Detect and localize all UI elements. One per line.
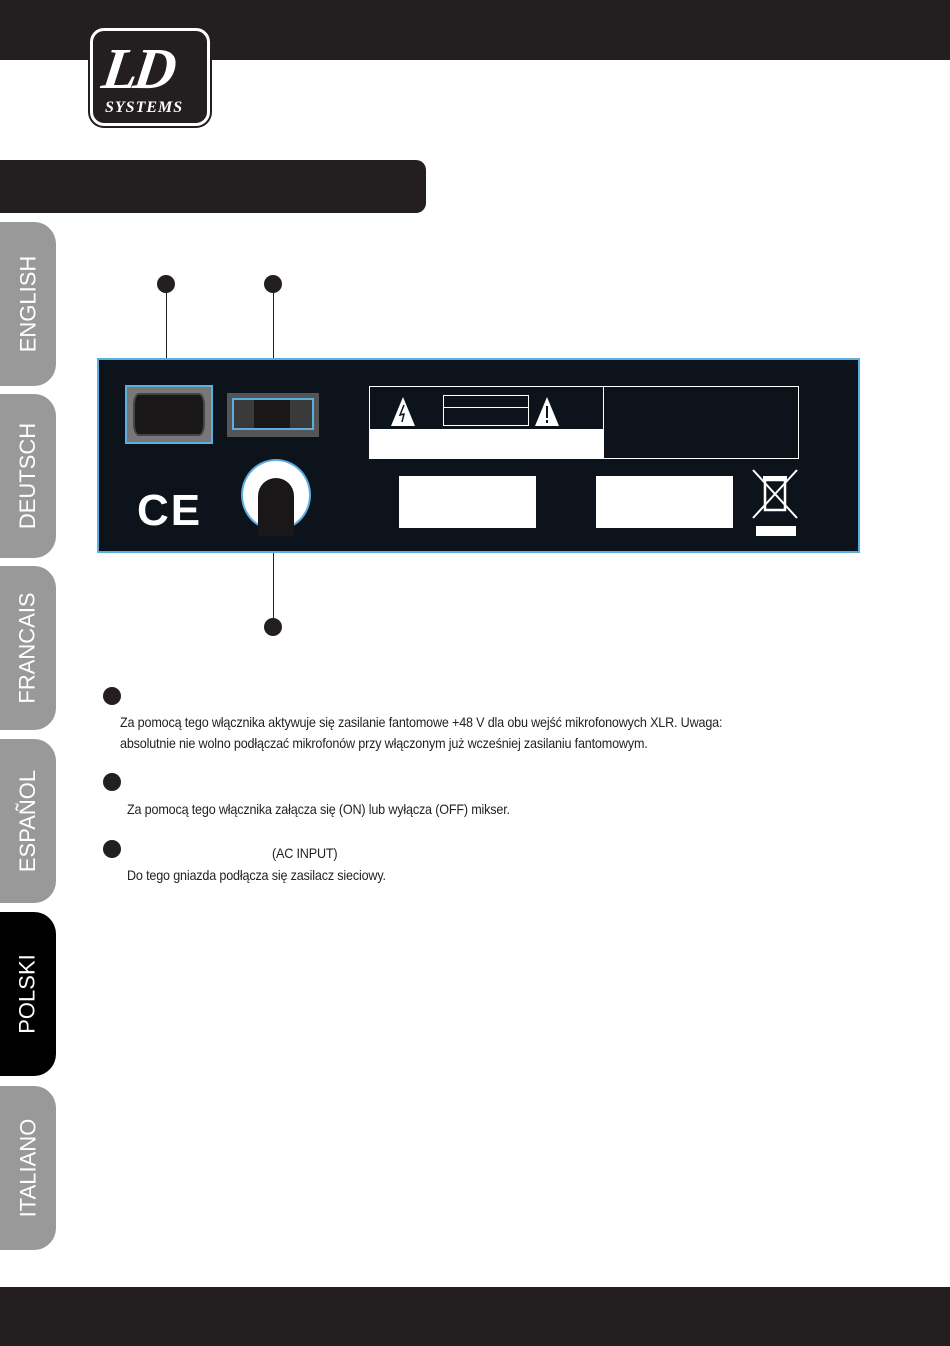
tab-label: ESPAÑOL bbox=[15, 769, 40, 873]
item-3-bullet bbox=[103, 840, 121, 858]
label-box-2 bbox=[596, 476, 733, 528]
tab-english[interactable] bbox=[0, 222, 56, 386]
tab-label: ENGLISH bbox=[15, 255, 40, 353]
ac-input-socket bbox=[241, 459, 311, 531]
tab-label: ITALIANO bbox=[15, 1118, 40, 1218]
ld-systems-logo bbox=[90, 28, 210, 126]
logo-sub: SYSTEMS bbox=[105, 99, 184, 116]
tab-espanol[interactable] bbox=[0, 739, 56, 903]
warning-label bbox=[369, 386, 799, 459]
item-3-line-1: Do tego gniazda podłącza się zasilacz sieciowy. bbox=[127, 867, 386, 883]
tab-francais[interactable] bbox=[0, 566, 56, 730]
item-2-line-1: Za pomocą tego włącznika załącza się (ON) lub wyłącza (OFF) mikser. bbox=[127, 801, 510, 817]
tab-label: DEUTSCH bbox=[15, 422, 40, 530]
tab-italiano[interactable] bbox=[0, 1086, 56, 1250]
label-box-1 bbox=[399, 476, 536, 528]
logo-main: LD bbox=[98, 36, 177, 101]
callout-2-line bbox=[273, 290, 274, 360]
rear-panel-diagram bbox=[97, 358, 860, 553]
weee-bin-icon bbox=[751, 468, 799, 538]
power-switch bbox=[227, 393, 319, 437]
exclamation-warning-icon bbox=[534, 395, 560, 427]
item-1-line-1: Za pomocą tego włącznika aktywuje się zasilanie fantomowe +48 V dla obu wejść mikrofonowych XLR. Uwaga: bbox=[120, 714, 723, 730]
item-2-bullet bbox=[103, 773, 121, 791]
tab-label: FRANCAIS bbox=[15, 592, 40, 704]
ce-mark: CE bbox=[137, 486, 203, 535]
phantom-switch bbox=[125, 385, 213, 444]
tab-polski[interactable] bbox=[0, 912, 56, 1076]
section-title-bar bbox=[0, 160, 426, 213]
callout-3-line bbox=[273, 553, 274, 621]
item-3-heading: (AC INPUT) bbox=[272, 845, 338, 861]
tab-deutsch[interactable] bbox=[0, 394, 56, 558]
callout-1-line bbox=[166, 290, 167, 360]
footer-bar bbox=[0, 1287, 950, 1346]
item-1-bullet bbox=[103, 687, 121, 705]
tab-label: POLSKI bbox=[15, 954, 41, 1034]
lightning-warning-icon bbox=[390, 395, 416, 427]
item-1-line-2: absolutnie nie wolno podłączać mikrofonów przy włączonym już wcześniej zasilaniu fantomowym. bbox=[120, 735, 648, 751]
